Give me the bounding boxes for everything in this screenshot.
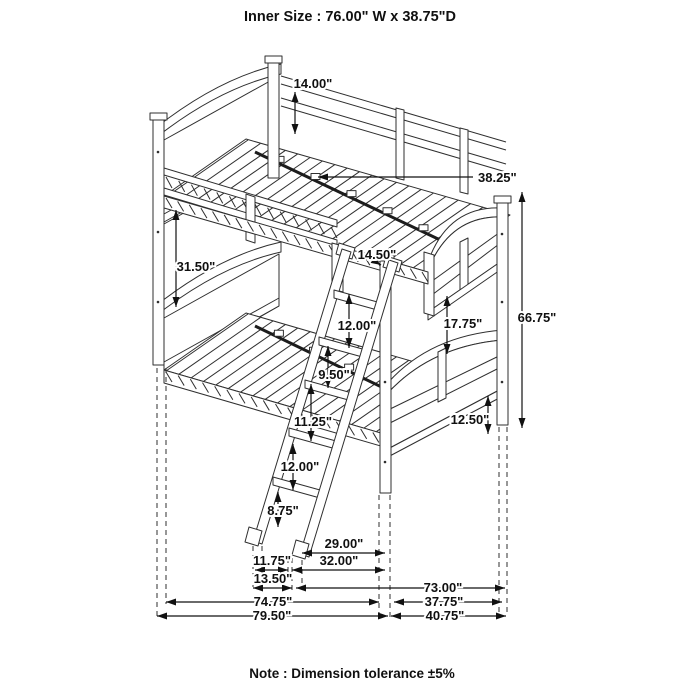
head-back-post xyxy=(268,60,279,178)
dim-label-12-00-upper: 12.00" xyxy=(337,318,377,333)
dim-label-31-50: 31.50" xyxy=(176,259,216,274)
dim-label-74-75: 74.75" xyxy=(253,594,293,609)
ladder-rung xyxy=(273,477,320,498)
dim-label-32-00: 32.00" xyxy=(319,553,359,568)
inner-size-title: Inner Size : 76.00" W x 38.75"D xyxy=(243,9,457,25)
dim-label-12-50: 12.50" xyxy=(450,412,490,427)
dim-label-13-50: 13.50" xyxy=(253,571,293,586)
dim-label-40-75: 40.75" xyxy=(425,608,465,623)
dim-label-11-75: 11.75" xyxy=(253,553,291,568)
dim-label-73-00: 73.00" xyxy=(423,580,463,595)
dim-label-29-00: 29.00" xyxy=(324,536,364,551)
bed-drawing xyxy=(150,56,511,559)
dim-label-12-00-lower: 12.00" xyxy=(280,459,320,474)
dim-label-37-75: 37.75" xyxy=(424,594,464,609)
dim-label-79-50: 79.50" xyxy=(252,608,292,623)
tolerance-note: Note : Dimension tolerance ±5% xyxy=(249,666,455,681)
dim-label-14-50: 14.50" xyxy=(357,247,397,262)
dim-label-8-75: 8.75" xyxy=(267,503,299,518)
dim-label-66-75: 66.75" xyxy=(517,310,557,325)
dim-label-11-25: 11.25" xyxy=(294,414,332,429)
head-front-post xyxy=(150,113,167,365)
ladder-rung xyxy=(334,290,381,311)
dim-label-38-25: 38.25" xyxy=(478,170,517,185)
dim-label-9-50: 9.50" xyxy=(318,367,350,382)
dim-label-14-00: 14.00" xyxy=(293,76,333,91)
dim-label-17-75: 17.75" xyxy=(443,316,483,331)
lower-footboard xyxy=(386,330,503,458)
guardrail-mid-post xyxy=(246,194,255,243)
foot-back-post xyxy=(494,196,511,425)
